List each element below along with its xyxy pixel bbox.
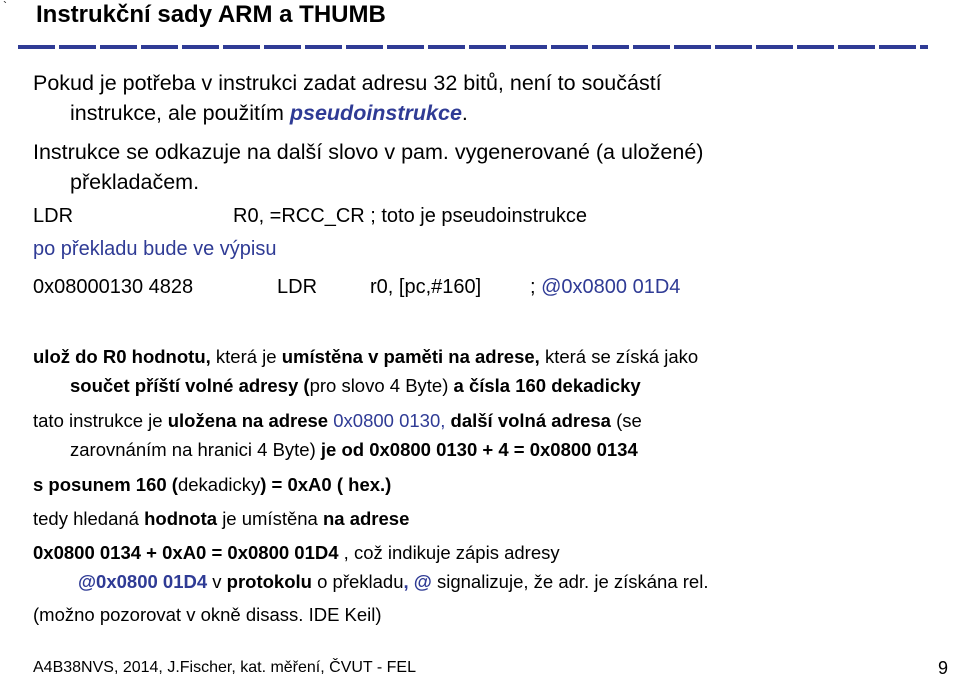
expl-text: že adr. je získána rel. (533, 571, 709, 592)
explanation-line-3 (33, 410, 642, 432)
listing-target-address: @0x0800 01D4 (541, 276, 681, 298)
explanation-line-7 (33, 542, 560, 564)
expl-text: v (207, 571, 227, 592)
explanation-line-6 (33, 508, 409, 530)
expl-address: @0x0800 01D4 (78, 571, 208, 592)
comment-marker: ; (530, 276, 542, 298)
listing-address: 0x08000130 4828 (33, 276, 194, 298)
title-divider (18, 45, 928, 49)
expl-text: tato instrukce je (33, 410, 168, 431)
intro-text: instrukce, ale použitím (70, 101, 290, 125)
expl-text: uložena na adrese (167, 410, 334, 431)
expl-text: pro slovo 4 Byte) (309, 375, 454, 396)
expl-text: ulož do R0 hodnotu, (33, 346, 216, 367)
expl-text: dekadicky (177, 474, 261, 495)
expl-text: na adrese (322, 508, 410, 529)
expl-text: zarovnáním na hranici 4 Byte) (70, 439, 321, 460)
intro-period: . (461, 101, 468, 125)
expl-text: (se (616, 410, 642, 431)
expl-text: součet příští volné adresy ( (70, 375, 310, 396)
expl-text: je od 0x0800 0130 + 4 = 0x0800 0134 (320, 439, 638, 460)
after-translation-label: po překladu bude ve výpisu (33, 238, 277, 260)
expl-text: o překladu (317, 571, 404, 592)
listing-mnemonic: LDR (277, 276, 318, 298)
reference-line-2: překladačem. (70, 170, 200, 194)
explanation-line-9: (možno pozorovat v okně disass. IDE Keil) (33, 604, 382, 625)
ldr-pseudo-args: R0, =RCC_CR ; toto je pseudoinstrukce (233, 205, 588, 227)
ldr-mnemonic: LDR (33, 205, 74, 227)
expl-text: , což indikuje zápis adresy (338, 542, 560, 563)
expl-text: je umístěna (222, 508, 323, 529)
expl-text: která je (215, 346, 282, 367)
page-number: 9 (937, 658, 948, 678)
explanation-line-1 (33, 346, 698, 368)
explanation-line-2 (70, 375, 641, 397)
expl-text: ) = 0xA0 ( hex.) (260, 474, 392, 495)
explanation-line-8 (78, 571, 708, 593)
expl-text: umístěna v paměti na adrese, (281, 346, 545, 367)
pseudoinstruction-term: pseudoinstrukce (289, 101, 462, 125)
expl-text: protokolu (226, 571, 318, 592)
listing-comment (530, 275, 680, 299)
intro-line-2 (70, 100, 468, 126)
expl-text: 0x0800 0134 + 0xA0 = 0x0800 01D4 (33, 542, 339, 563)
intro-line-1: Pokud je potřeba v instrukci zadat adresu 32 bitů, není to součástí (33, 71, 662, 95)
expl-text: hodnota (144, 508, 223, 529)
expl-text: další volná adresa (450, 410, 617, 431)
expl-at-sign: , @ (403, 571, 432, 592)
expl-text: s posunem 160 ( (33, 474, 178, 495)
expl-address: 0x0800 0130, (333, 410, 451, 431)
reference-line-1: Instrukce se odkazuje na další slovo v pam. vygenerované (a uložené) (33, 140, 704, 164)
expl-text: tedy hledaná (33, 508, 145, 529)
expl-text: a čísla 160 dekadicky (453, 375, 641, 396)
listing-operands: r0, [pc,#160] (370, 276, 482, 298)
footer-text: A4B38NVS, 2014, J.Fischer, kat. měření, ČVUT - FEL (33, 659, 416, 676)
slide-title: Instrukční sady ARM a THUMB (36, 1, 386, 28)
explanation-line-5 (33, 474, 391, 496)
expl-text: která se získá jako (544, 346, 699, 367)
corner-mark: ` (3, 0, 7, 13)
explanation-line-4 (70, 439, 638, 461)
expl-text: signalizuje, (431, 571, 534, 592)
